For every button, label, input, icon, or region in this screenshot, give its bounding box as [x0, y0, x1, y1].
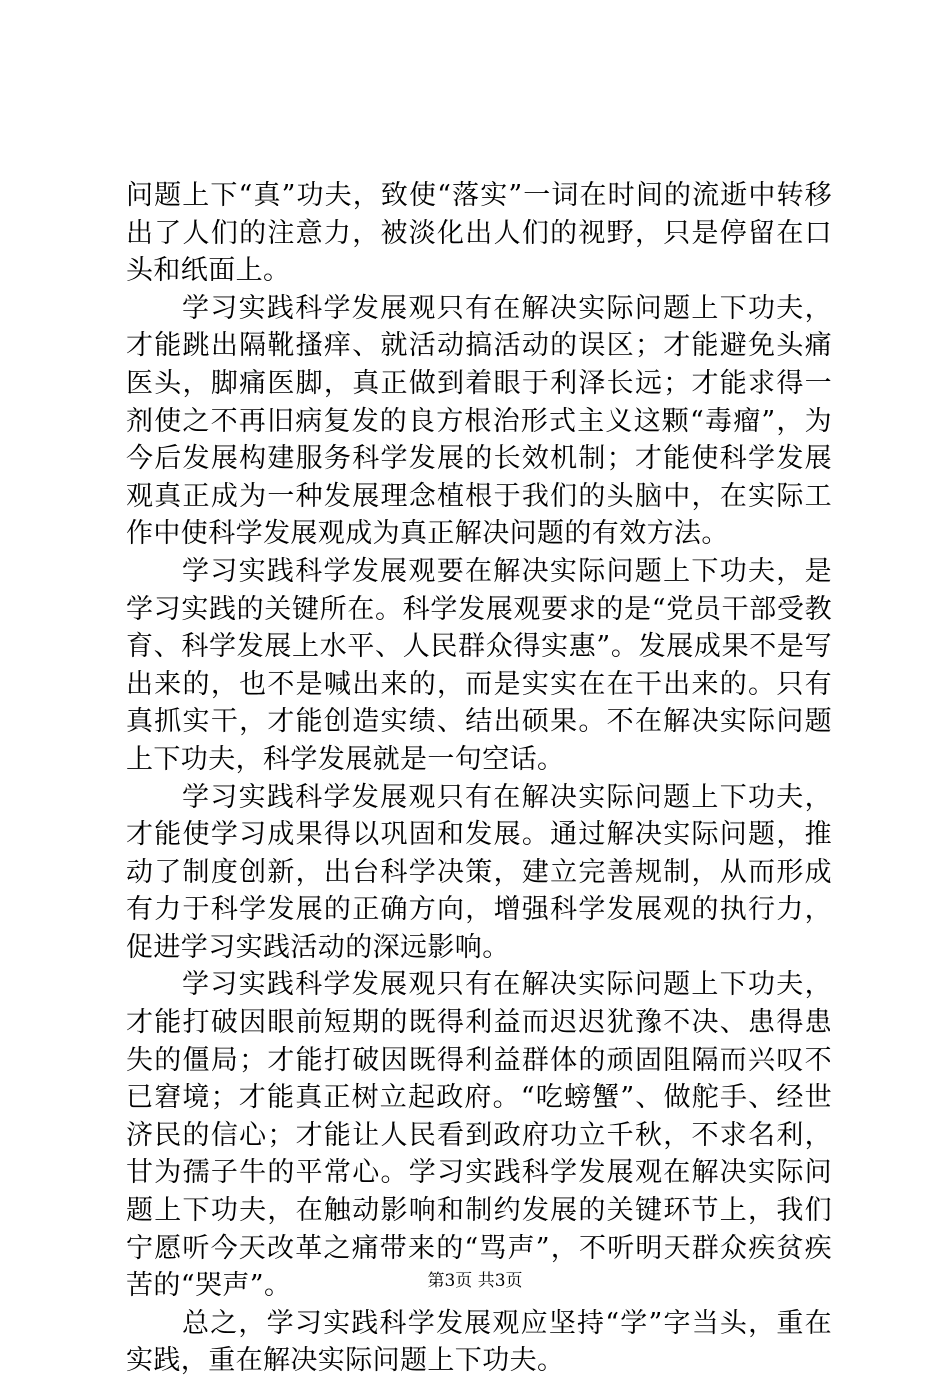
document-body: [126, 177, 832, 1380]
paragraph: 学习实践科学发展观只有在解决实际问题上下功夫，才能跳出隔靴搔痒、就活动搞活动的误区；才能避免头痛医头，脚痛医脚，真正做到着眼于利泽长远；才能求得一剂使之不再旧病复发的良方根治形式主义这颗“毒瘤”，为今后发展构建服务科学发展的长效机制；才能使科学发展观真正成为一种发展理念植根于我们的头脑中，在实际工作中使科学发展观成为真正解决问题的有效方法。: [126, 292, 832, 550]
paragraph-continuation: 问题上下“真”功夫，致使“落实”一词在时间的流逝中转移出了人们的注意力，被淡化出人们的视野，只是停留在口头和纸面上。: [126, 180, 832, 287]
paragraph: 学习实践科学发展观要在解决实际问题上下功夫，是学习实践的关键所在。科学发展观要求的是“党员干部受教育、科学发展上水平、人民群众得实惠”。发展成果不是写出来的，也不是喊出来的，而是实实在在干出来的。只有真抓实干，才能创造实绩、结出硕果。不在解决实际问题上下功夫，科学发展就是一句空话。: [126, 555, 832, 775]
page-footer: 第3页 共3页: [427, 1271, 523, 1291]
paragraph-conclusion: 总之，学习实践科学发展观应坚持“学”字当头，重在实践，重在解决实际问题上下功夫。: [126, 1307, 832, 1377]
paragraph: 学习实践科学发展观只有在解决实际问题上下功夫，才能打破因眼前短期的既得利益而迟迟犹豫不决、患得患失的僵局；才能打破因既得利益群体的顽固阻隔而兴叹不已窘境；才能真正树立起政府。“吃螃蟹”、做舵手、经世济民的信心；才能让人民看到政府功立千秋，不求名利，甘为孺子牛的平常心。学习实践科学发展观在解决实际问题上下功夫，在触动影响和制约发展的关键环节上，我们宁愿听今天改革之痛带来的“骂声”，不听明天群众疾贫疾苦的“哭声”。: [126, 969, 832, 1302]
paragraph: 学习实践科学发展观只有在解决实际问题上下功夫，才能使学习成果得以巩固和发展。通过解决实际问题，推动了制度创新，出台科学决策，建立完善规制，从而形成有力于科学发展的正确方向，增强科学发展观的执行力，促进学习实践活动的深远影响。: [126, 781, 832, 963]
